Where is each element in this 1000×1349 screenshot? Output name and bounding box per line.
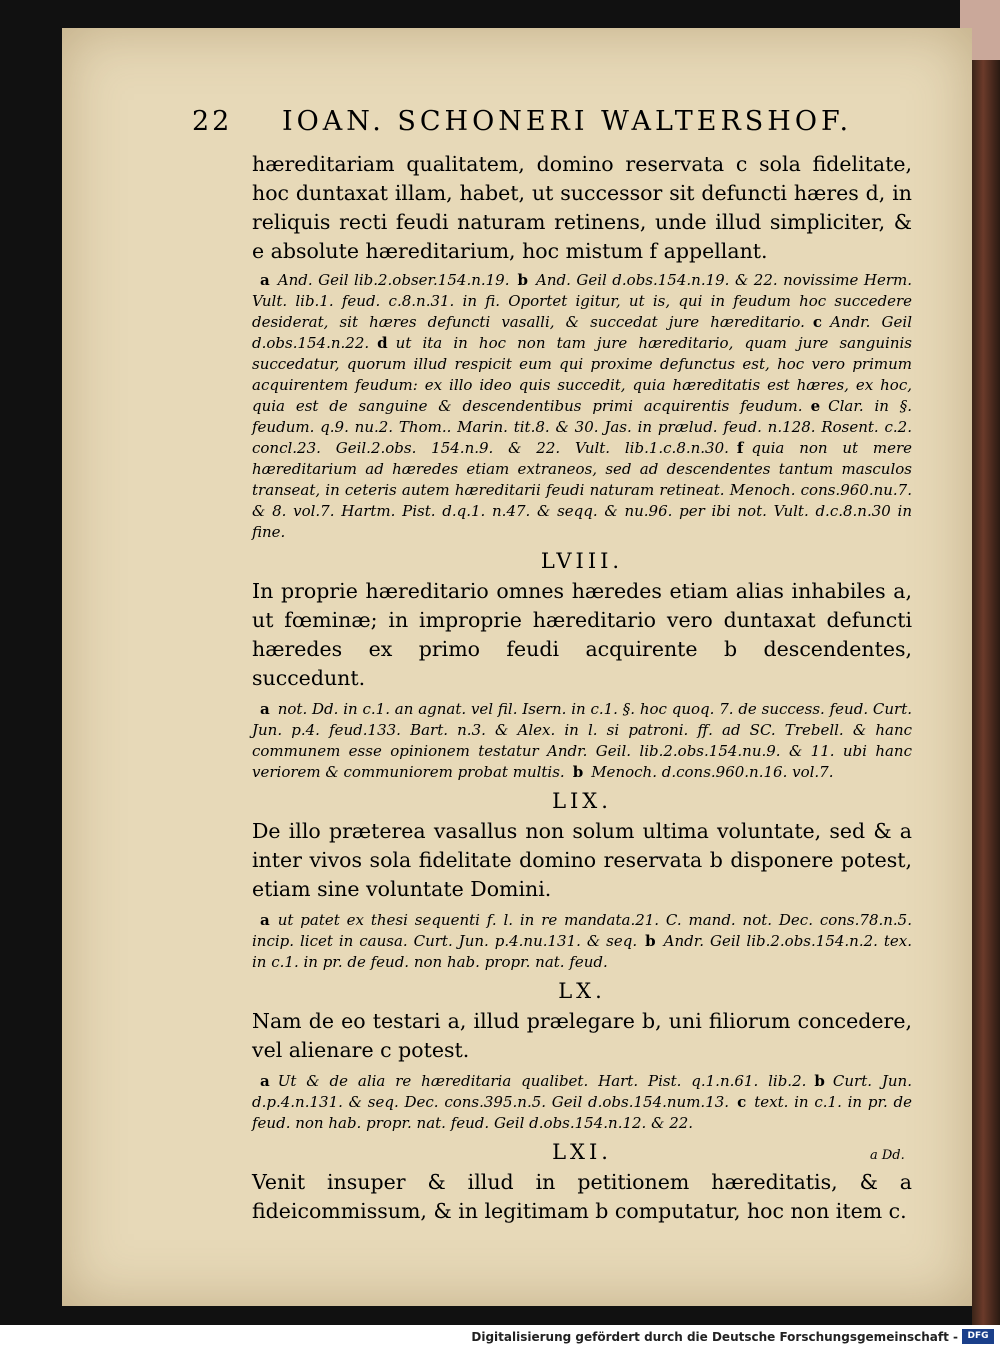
section-heading-lix: LIX. — [552, 789, 612, 813]
intro-notes — [252, 270, 912, 543]
intro-text: hæreditariam qualitatem, domino reservata c sola fidelitate, hoc duntaxat illam, habet, ut successor sit defuncti hæres d, in reliquis recti feudi naturam retinens, unde illud simpliciter, & e absolute hæreditarium, hoc mistum f appellant. — [252, 152, 912, 263]
section-notes-lviii: a not. Dd. in c.1. an agnat. vel fil. Isern. in c.1. §. hoc quoq. 7. de success. feud. Curt. Jun. p.4. feud.133. Bart. n.3. & Alex. in l. si patroni. ff. ad SC. Trebell. & hanc communem esse opinionem testatur Andr. Geil. lib.2.obs.154.nu.9. & 11. ubi hanc veriorem & communiorem probat multis. b Menoch. d.cons.960.n.16. vol.7. — [252, 700, 912, 781]
section-notes-lx: a Ut & de alia re hæreditaria qualibet. Hart. Pist. q.1.n.61. lib.2. b Curt. Jun. d.p.4.n.131. & seq. Dec. cons.395.n.5. Geil d.obs.154.num.13. c text. in c.1. in pr. de feud. non hab. propr. nat. feud. Geil d.obs.154.n.12. & 22. — [252, 1072, 912, 1132]
running-head — [192, 106, 892, 146]
catchword: a Dd. — [870, 1148, 905, 1163]
section-text-lix: De illo præterea vasallus non solum ultima voluntate, sed & a inter vivos sola fidelitate domino reservata b disponere potest, etiam sine voluntate Domini. — [252, 819, 912, 901]
note: a And. Geil lib.2.obser.154.n.19. b And. Geil d.obs.154.n.19. & 22. novissime Herm. Vult. lib.1. feud. c.8.n.31. in fi. Oportet igitur, ut is, qui in feudum hoc succedere desiderat, sit hæres defuncti vasalli, & succedat jure hæreditario. c Andr. Geil d.obs.154.n.22. d ut ita in hoc non tam jure hæreditario, quam jure sanguinis succedatur, quorum illud respicit eum qui proxime defunctus est, hoc vero primum acquirentem feudum: ex illo ideo quis succedit, quia hæreditatis est hæres, ex hoc, quia est de sanguine & descendentibus primi acquirentis feudum. e Clar. in §. feudum. q.9. nu.2. Thom.. Marin. tit.8. & 30. Jas. in prælud. feud. n.128. Rosent. c.2. concl.23. Geil.2.obs. 154.n.9. & 22. Vult. lib.1.c.8.n.30. f quia non ut mere hæreditarium ad hæredes etiam extraneos, sed ad descendentes tantum masculos transeat, in ceteris autem hæreditarii feudi naturam retineat. Menoch. cons.960.nu.7. & 8. vol.7. Hartm. Pist. d.q.1. n.47. & seqq. & nu.96. per ibi not. Vult. d.c.8.n.30 in fine. — [252, 271, 912, 541]
section-text-lviii: In proprie hæreditario omnes hæredes etiam alias inhabiles a, ut fœminæ; in improprie hæreditario vero duntaxat defuncti hæredes ex primo feudi acquirente b descendentes, succedunt. — [252, 579, 912, 690]
page-number: 22 — [192, 106, 233, 137]
dfg-logo: DFG — [962, 1329, 994, 1344]
footer-credit: Digitalisierung gefördert durch die Deutsche Forschungsgemeinschaft - — [471, 1330, 958, 1344]
section-text-lxi: Venit insuper & illud in petitionem hæreditatis, & a fideicommissum, & in legitimam b computatur, hoc non item c. — [252, 1170, 912, 1223]
section-text-lx: Nam de eo testari a, illud prælegare b, uni filiorum concedere, vel alienare c potest. — [252, 1009, 912, 1062]
page-body — [252, 150, 912, 1226]
section-heading-lx: LX. — [558, 979, 606, 1003]
section-heading-lviii: LVIII. — [540, 549, 624, 573]
section-heading-lxi: LXI. — [552, 1140, 612, 1164]
footer-bar — [0, 1325, 1000, 1349]
book-spine-edge — [972, 0, 1000, 1325]
section-notes-lix: a ut patet ex thesi sequenti f. l. in re mandata.21. C. mand. not. Dec. cons.78.n.5. incip. licet in causa. Curt. Jun. p.4.nu.131. & seq. b Andr. Geil lib.2.obs.154.n.2. tex. in c.1. in pr. de feud. non hab. propr. nat. feud. — [252, 911, 912, 971]
running-title: IOAN. SCHONERI WALTERSHOF. — [282, 106, 853, 137]
